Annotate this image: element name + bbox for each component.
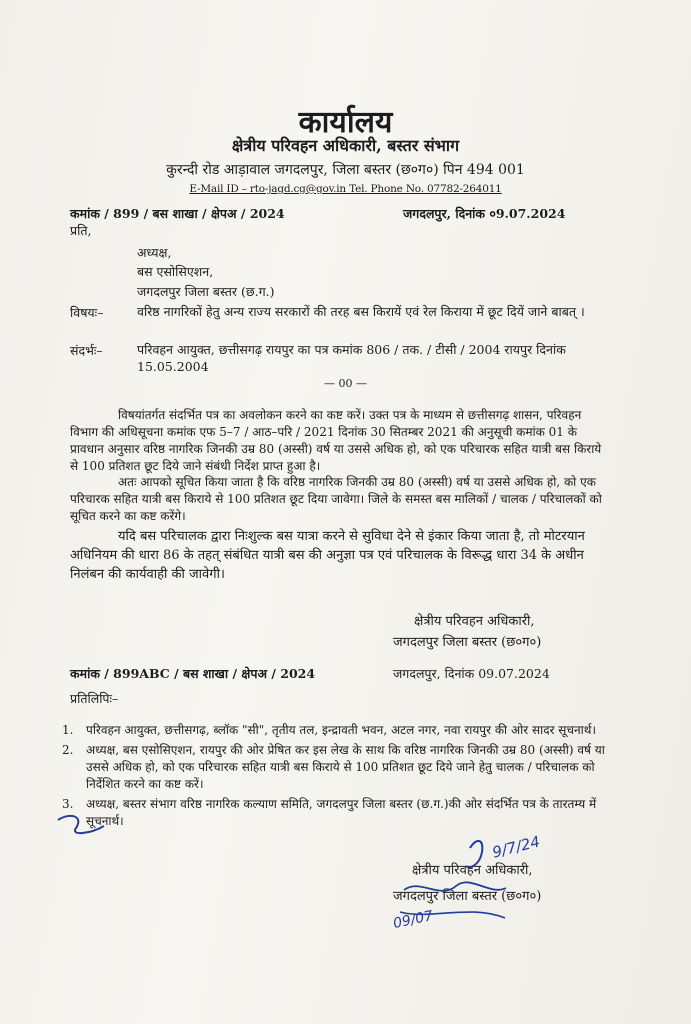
reference-label: संदर्भः– [70, 343, 103, 358]
copy-item-text: अध्यक्ष, बस्तर संभाग वरिष्ठ नागरिक कल्याण समिति, जगदलपुर जिला बस्तर (छ.ग.)की ओर संदर्भित पत्र के तारतम्य में सूचनार्थ। [86, 797, 597, 828]
copy-item-text: अध्यक्ष, बस एसोसिएशन, रायपुर की ओर प्रेषित कर इस लेख के साथ कि वरिष्ठ नागरिक जिनकी उम्र 80 (अस्सी) वर्ष या उससे अधिक हो, को एक परिचारक सहित यात्री बस किराये से 100 प्रतिशत छूट दिये जाने हेतु चालक / परिचालक को निर्देशित करने का कष्ट करें। [86, 743, 605, 791]
copy-item-text: परिवहन आयुक्त, छत्तीसगढ़, ब्लॉक "सी", तृतीय तल, इन्द्रावती भवन, अटल नगर, नवा रायपुर की ओर सादर सूचनार्थ। [86, 723, 597, 737]
copy-ref-number: कमांक / 899ABC / बस शाखा / क्षेपअ / 2024 [70, 666, 316, 681]
signature2-title: क्षेत्रीय परिवहन अधिकारी, [412, 863, 533, 878]
handwritten-mark: 09/07 [391, 907, 435, 933]
body-paragraph-2: अतः आपको सूचित किया जाता है कि वरिष्ठ नागरिक जिनकी उम्र 80 (अस्सी) वर्ष या उससे अधिक हो, को एक परिचारक सहित यात्री बस किराये से 100 प्रतिशत छूट दिया जावेगा। जिले के समस्त बस मालिकों / चालक / परिचालकों को सूचित करने का कष्ट करेंगे। [70, 475, 602, 523]
copy-item [62, 742, 607, 793]
ref-number: कमांक / 899 / बस शाखा / क्षेपअ / 2024 [70, 206, 285, 221]
recipient-prati: प्रति, [70, 223, 92, 238]
ref-date: जगदलपुर, दिनांक ०9.07.2024 [403, 206, 566, 221]
copy-label: प्रतिलिपिः– [70, 691, 119, 706]
body-paragraph-1: विषयांतर्गत संदर्भित पत्र का अवलोकन करने का कष्ट करें। उक्त पत्र के माध्यम से छत्तीसगढ़ शासन, परिवहन विभाग की अधिसूचना कमांक एफ 5–7 / आठ–परि / 2021 दिनांक 30 सितम्बर 2021 की अनुसूची कमांक 01 के प्रावधान अनुसार वरिष्ठ नागरिक जिनकी उम्र 80 (अस्सी) वर्ष या उससे अधिक हो, को एक परिचारक सहित यात्री बस किराये से 100 प्रतिशत छूट दिये जाने संबंधी निर्देश प्राप्त हुआ है। [70, 408, 602, 473]
copy-ref-date: जगदलपुर, दिनांक 09.07.2024 [393, 666, 550, 681]
recipient-line3: जगदलपुर जिला बस्तर (छ.ग.) [137, 284, 275, 299]
signature1-title: क्षेत्रीय परिवहन अधिकारी, [414, 614, 535, 629]
body-paragraph-3: यदि बस परिचालक द्वारा निःशुल्क बस यात्रा करने से सुविधा देने से इंकार किया जाता है, तो मोटरयान अधिनियम की धारा 86 के तहत् संबंधित यात्री बस की अनुज्ञा पत्र एवं परिचालक के विरूद्ध धारा 34 के अधीन निलंबन की कार्यवाही की जावेगी। [70, 529, 585, 582]
handwritten-date: 9/7/24 [490, 832, 542, 862]
subject-text: वरिष्ठ नागरिकों हेतु अन्य राज्य सरकारों की तरह बस किरायें एवं रेल किराया में छूट दियें जाने बाबत् । [137, 304, 585, 319]
subject-label: विषयः– [70, 305, 104, 320]
copy-item [62, 796, 607, 830]
copy-item-number: 3. [62, 797, 74, 811]
office-contact: E-Mail ID – rto-jagd.cg@gov.in Tel. Phone No. 07782-264011 [189, 183, 502, 195]
reference-text: परिवहन आयुक्त, छत्तीसगढ़ रायपुर का पत्र कमांक 806 / तक. / टीसी / 2004 रायपुर दिनांक 15.05.2004 [137, 342, 566, 374]
office-address: कुरन्दी रोड आड़ावाल जगदलपुर, जिला बस्तर (छ०ग०) पिन 494 001 [166, 162, 525, 178]
signature2-place: जगदलपुर जिला बस्तर (छ०ग०) [393, 889, 542, 904]
signature1-place: जगदलपुर जिला बस्तर (छ०ग०) [393, 635, 542, 650]
office-subtitle: क्षेत्रीय परिवहन अधिकारी, बस्तर संभाग [231, 136, 460, 155]
copy-item-number: 2. [62, 743, 74, 757]
recipient-line2: बस एसोसिएशन, [137, 264, 214, 279]
office-heading: कार्यालय [298, 105, 393, 140]
recipient-line1: अध्यक्ष, [137, 245, 172, 260]
copy-item-number: 1. [62, 723, 74, 737]
copy-item [62, 722, 607, 739]
separator: — 00 — [324, 377, 367, 390]
copy-list [62, 722, 607, 830]
